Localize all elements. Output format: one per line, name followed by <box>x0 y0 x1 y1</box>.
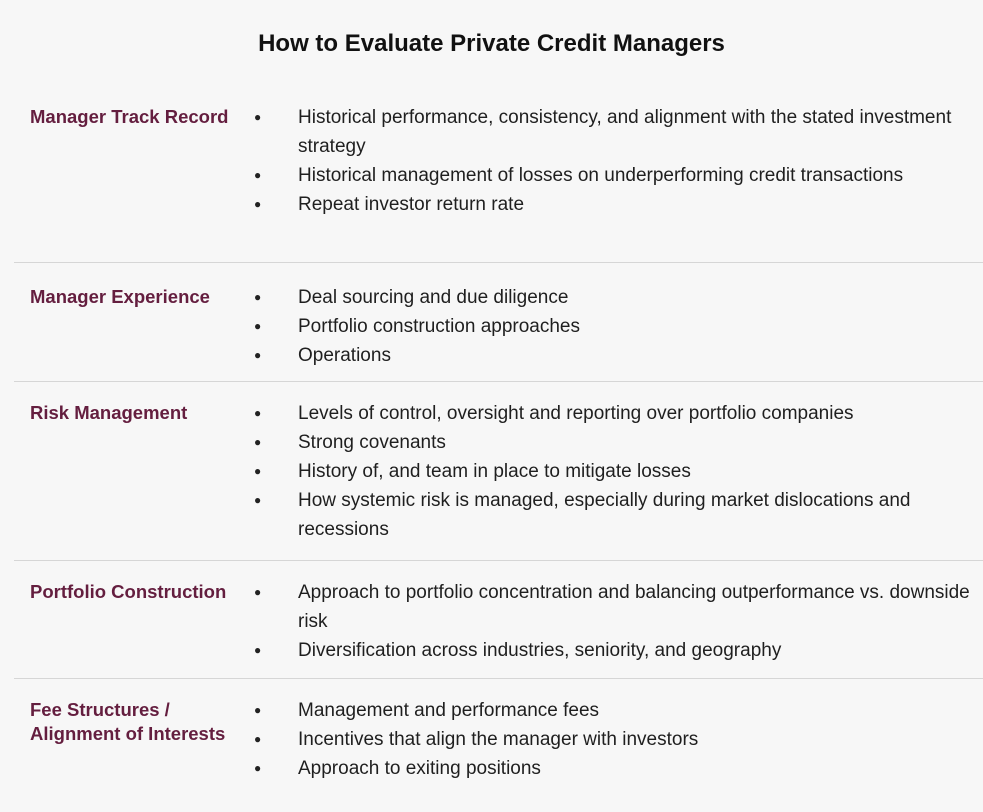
criteria-row-risk-management <box>14 382 983 561</box>
criteria-list <box>234 399 983 560</box>
criteria-item: ● Incentives that align the manager with investors <box>234 725 983 754</box>
criteria-label: Risk Management <box>30 402 188 423</box>
criteria-item: ● Approach to exiting positions <box>234 754 983 783</box>
criteria-item: ● How systemic risk is managed, especially during market dislocations and recessions <box>234 486 983 544</box>
criteria-list <box>234 696 983 799</box>
criteria-row-portfolio-construction <box>14 561 983 679</box>
criteria-item: ● History of, and team in place to mitigate losses <box>234 457 983 486</box>
criteria-row-track-record <box>14 88 983 263</box>
page-title: How to Evaluate Private Credit Managers <box>258 30 725 57</box>
criteria-item: ● Historical performance, consistency, and alignment with the stated investment strategy <box>234 103 983 161</box>
criteria-item: ● Portfolio construction approaches <box>234 312 983 341</box>
criteria-list <box>234 103 983 262</box>
criteria-list <box>234 578 983 678</box>
criteria-item: ● Approach to portfolio concentration and balancing outperformance vs. downside risk <box>234 578 983 636</box>
criteria-item: ● Diversification across industries, seniority, and geography <box>234 636 983 665</box>
criteria-table <box>14 88 983 799</box>
criteria-item: ● Operations <box>234 341 983 370</box>
criteria-item: ● Deal sourcing and due diligence <box>234 283 983 312</box>
criteria-item: ● Historical management of losses on underperforming credit transactions <box>234 161 983 190</box>
criteria-label: Portfolio Construction <box>30 581 227 602</box>
criteria-row-experience <box>14 263 983 382</box>
criteria-row-fee-structures <box>14 679 983 799</box>
criteria-item: ● Management and performance fees <box>234 696 983 725</box>
criteria-list <box>234 283 983 381</box>
criteria-item: ● Levels of control, oversight and reporting over portfolio companies <box>234 399 983 428</box>
criteria-item: ● Repeat investor return rate <box>234 190 983 219</box>
criteria-item: ● Strong covenants <box>234 428 983 457</box>
criteria-label: Manager Experience <box>30 286 210 307</box>
criteria-label: Fee Structures / Alignment of Interests <box>30 699 226 744</box>
criteria-label: Manager Track Record <box>30 106 229 127</box>
